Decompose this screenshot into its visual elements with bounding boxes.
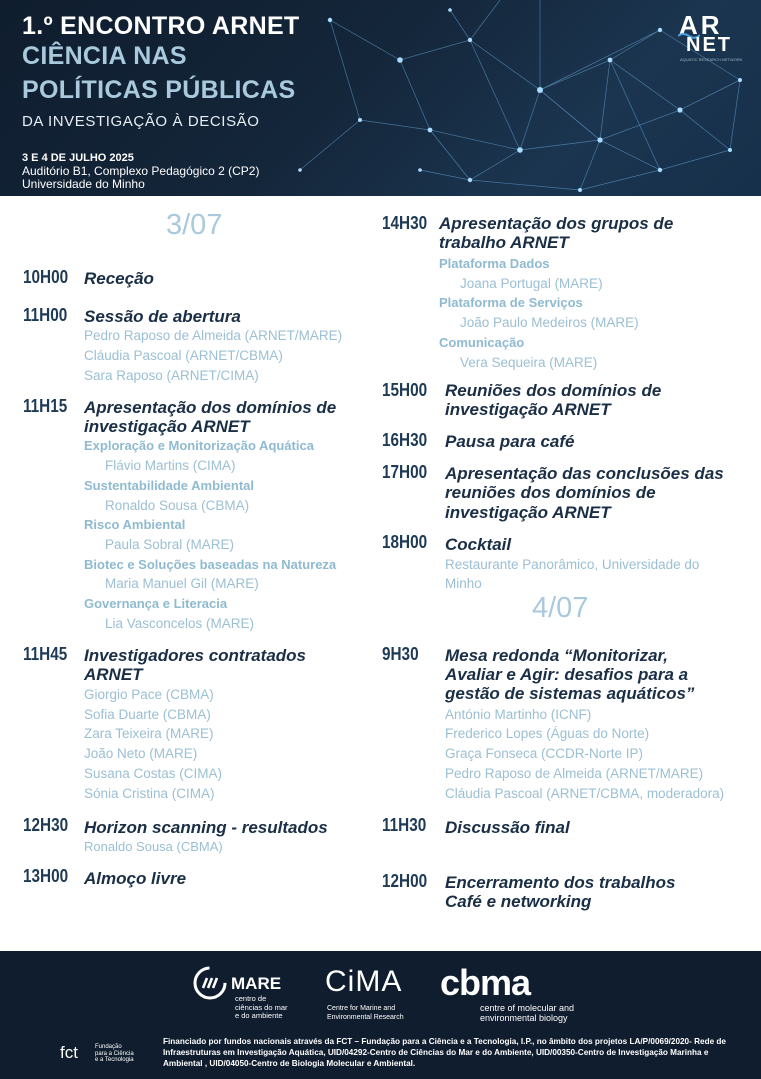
domain-name: Governança e Literacia bbox=[84, 596, 228, 611]
event-university: Universidade do Minho bbox=[22, 177, 145, 191]
session-time: 16H30 bbox=[382, 430, 428, 450]
session-title: trabalho ARNET bbox=[439, 233, 569, 252]
domain-name: Biotec e Soluções baseadas na Natureza bbox=[84, 557, 337, 572]
session-time: 11H45 bbox=[23, 644, 68, 664]
venue: Minho bbox=[445, 576, 482, 591]
speaker: Maria Manuel Gil (MARE) bbox=[105, 576, 259, 591]
session-title: Apresentação das conclusões das bbox=[445, 464, 724, 483]
event-subtitle-line1: CIÊNCIA NAS bbox=[22, 42, 187, 70]
day-label-2: 4/07 bbox=[532, 592, 589, 624]
session-title: Sessão de abertura bbox=[84, 307, 241, 326]
fct-logo: fct Fundação para a Ciência e a Tecnologia bbox=[60, 1043, 134, 1063]
session-title: Investigadores contratados bbox=[84, 646, 307, 665]
speaker: Cláudia Pascoal (ARNET/CBMA) bbox=[84, 348, 283, 363]
session-title: Apresentação dos domínios de bbox=[84, 398, 337, 417]
header-banner bbox=[0, 0, 761, 196]
session-title: reuniões dos domínios de bbox=[445, 483, 656, 502]
session-time: 11H30 bbox=[382, 815, 427, 835]
session-time: 18H00 bbox=[382, 532, 428, 552]
speaker: Pedro Raposo de Almeida (ARNET/MARE) bbox=[84, 328, 343, 343]
event-venue: Auditório B1, Complexo Pedagógico 2 (CP2) bbox=[22, 164, 260, 178]
speaker: Paula Sobral (MARE) bbox=[105, 537, 235, 552]
speaker: Lia Vasconcelos (MARE) bbox=[105, 616, 255, 631]
cima-logo: CiMA Centre for Marine and Environmental Research bbox=[325, 965, 404, 1021]
speaker: Sónia Cristina (CIMA) bbox=[84, 786, 215, 801]
speaker: Susana Costas (CIMA) bbox=[84, 766, 223, 781]
speaker: João Paulo Medeiros (MARE) bbox=[460, 315, 639, 330]
group-name: Plataforma Dados bbox=[439, 256, 550, 271]
speaker: Ronaldo Sousa (CBMA) bbox=[105, 498, 250, 513]
session-title: Reuniões dos domínios de bbox=[445, 381, 662, 400]
session-title: investigação ARNET bbox=[445, 400, 611, 419]
session-time: 15H00 bbox=[382, 380, 428, 400]
event-tagline: DA INVESTIGAÇÃO À DECISÃO bbox=[22, 113, 260, 130]
speaker: António Martinho (ICNF) bbox=[445, 707, 592, 722]
speaker: Cláudia Pascoal (ARNET/CBMA, moderadora) bbox=[445, 786, 725, 801]
mare-logo-icon bbox=[193, 966, 227, 1000]
session-time: 12H30 bbox=[23, 815, 69, 835]
session-time: 17H00 bbox=[382, 462, 428, 482]
cbma-logo: cbma centre of molecular and environmental biology bbox=[440, 962, 575, 1023]
session-title: Avaliar e Agir: desafios para a bbox=[445, 665, 689, 684]
day-label-1: 3/07 bbox=[166, 209, 223, 241]
session-title: Almoço livre bbox=[84, 869, 187, 888]
session-title: ARNET bbox=[84, 665, 143, 684]
speaker: Ronaldo Sousa (CBMA) bbox=[84, 839, 223, 854]
speaker: Pedro Raposo de Almeida (ARNET/MARE) bbox=[445, 766, 704, 781]
session-title: Apresentação dos grupos de bbox=[439, 214, 674, 233]
speaker: Vera Sequeira (MARE) bbox=[460, 355, 598, 370]
mare-logo: MARE centro de ciências do mar e do ambiente bbox=[193, 962, 303, 1024]
speaker: Frederico Lopes (Águas do Norte) bbox=[445, 726, 650, 741]
speaker: Giorgio Pace (CBMA) bbox=[84, 687, 214, 702]
session-time: 12H00 bbox=[382, 871, 428, 891]
session-title: Café e networking bbox=[445, 892, 592, 911]
session-title: investigação ARNET bbox=[84, 417, 250, 436]
session-title: Horizon scanning - resultados bbox=[84, 818, 328, 837]
speaker: Graça Fonseca (CCDR-Norte IP) bbox=[445, 746, 644, 761]
session-time: 9H30 bbox=[382, 644, 419, 664]
session-time: 10H00 bbox=[23, 267, 69, 287]
session-time: 14H30 bbox=[382, 213, 428, 233]
speaker: Sofia Duarte (CBMA) bbox=[84, 707, 211, 722]
session-time: 11H00 bbox=[23, 305, 68, 325]
funding-statement: Financiado por fundos nacionais através da FCT – Fundação para a Ciência e a Tecnologia, I.P., no âmbito dos projetos LA/P/0069/2020- Rede de Infraestruturas em Investigação Aquática, UID/04292-Centro de Ciências do Mar e do Ambiente, UID/00350-Centro de Investigação Marinha e Ambiental , UID/04050-Centro de Biologia Molecular e Ambiental. bbox=[163, 1037, 726, 1068]
speaker: Zara Teixeira (MARE) bbox=[84, 726, 214, 741]
session-title: Cocktail bbox=[445, 535, 512, 554]
speaker: Flávio Martins (CIMA) bbox=[105, 458, 236, 473]
event-date: 3 E 4 DE JULHO 2025 bbox=[22, 152, 134, 164]
session-title: Mesa redonda “Monitorizar, bbox=[445, 646, 668, 665]
speaker: João Neto (MARE) bbox=[84, 746, 198, 761]
session-time: 11H15 bbox=[23, 396, 68, 416]
speaker: Joana Portugal (MARE) bbox=[460, 276, 603, 291]
domain-name: Sustentabilidade Ambiental bbox=[84, 478, 254, 493]
session-title: Encerramento dos trabalhos bbox=[445, 873, 676, 892]
session-time: 13H00 bbox=[23, 866, 69, 886]
session-title: investigação ARNET bbox=[445, 503, 611, 522]
domain-name: Exploração e Monitorização Aquática bbox=[84, 438, 314, 453]
session-title: Discussão final bbox=[445, 818, 570, 837]
arnet-logo: AR NET AQUATIC RESEARCH NETWORK bbox=[679, 10, 743, 62]
speaker: Sara Raposo (ARNET/CIMA) bbox=[84, 368, 259, 383]
venue: Restaurante Panorâmico, Universidade do bbox=[445, 557, 700, 572]
group-name: Plataforma de Serviços bbox=[439, 295, 583, 310]
session-title: gestão de sistemas aquáticos” bbox=[445, 684, 695, 703]
event-subtitle-line2: POLÍTICAS PÚBLICAS bbox=[22, 76, 296, 104]
event-title: 1.º ENCONTRO ARNET bbox=[22, 12, 300, 40]
session-title: Pausa para café bbox=[445, 432, 575, 451]
domain-name: Risco Ambiental bbox=[84, 517, 186, 532]
session-title: Receção bbox=[84, 269, 154, 288]
group-name: Comunicação bbox=[439, 335, 525, 350]
